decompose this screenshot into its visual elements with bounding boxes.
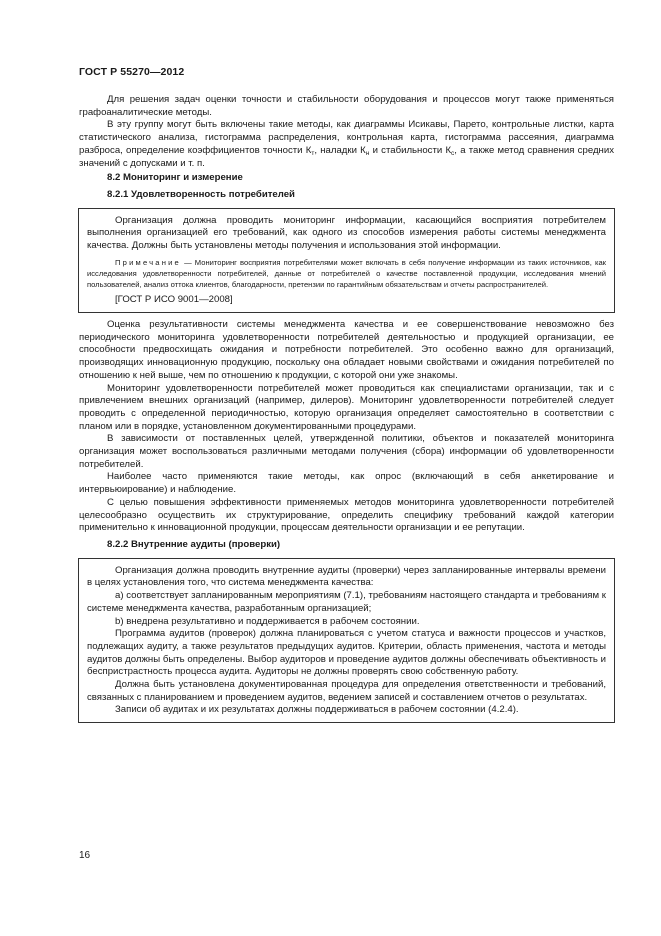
- paragraph: Для решения задач оценки точности и стабильности оборудования и процессов могут также применяться графоаналитические методы.: [79, 94, 614, 118]
- list-item-a: a) соответствует запланированным мероприятиям (7.1), требованиям настоящего стандарта и требованиям к системе менеджмента качества, разработанным организацией;: [87, 590, 606, 614]
- paragraph: Оценка результативности системы менеджмента качества и ее совершенствование невозможно без периодического мониторинга удовлетворенности потребителей деятельностью и продукцией организации, ее способности предвосхищать ожидания и потребности потребителей. Это особенно важно для организаций, производящих инновационную продукцию, поскольку она обладает новыми свойствами и ожидания потребителей по отношению к ней выше, чем по отношению к продукции, с которой они уже знакомы.: [79, 319, 614, 381]
- box-paragraph: Программа аудитов (проверок) должна планироваться с учетом статуса и важности процессов и участков, подлежащих аудиту, а также результатов предыдущих аудитов. Критерии, область применения, частота и методы аудитов должны быть определены. Выбор аудиторов и проведение аудитов должны обеспечивать объективность и беспристрастность процесса аудита. Аудиторы не должны проверять свою собственную работу.: [87, 628, 606, 678]
- note-text: — Мониторинг восприятия потребителями может включать в себя получение информации из таких источников, как исследования удовлетворенности потребителей, данные от потребителей о качестве поставленной продукции, исследования мнений пользователей, анализ оттока клиентов, благодарности, претензии по гарантийным обязательствам и отчеты распространителей.: [87, 257, 606, 290]
- paragraph: С целью повышения эффективности применяемых методов мониторинга удовлетворенности потребителей целесообразно осуществить их структурирование, определить специфику требований каждой категории применительно к инновационной продукции, процессам деятельности организации и ее репутации.: [79, 496, 614, 534]
- quote-box-iso-9001: [78, 208, 615, 313]
- section-heading-8-2-2: 8.2.2 Внутренние аудиты (проверки): [107, 539, 281, 550]
- box-paragraph: Записи об аудитах и их результатах должны поддерживаться в рабочем состоянии (4.2.4).: [115, 704, 519, 716]
- text-span: В эту группу могут быть включены такие методы, как диаграммы Исикавы, Парето, контрольные листки, карта статистического анализа, гистограмма распределения, контрольная карта, гистограмма рассеяния, диаграмма разброса, определение коэффициентов точности К: [79, 119, 614, 156]
- section-heading-8-2: 8.2 Мониторинг и измерение: [107, 172, 243, 184]
- quote-box-internal-audits: [78, 558, 615, 723]
- subscript: т: [311, 149, 315, 157]
- document-header: ГОСТ Р 55270—2012: [79, 66, 185, 78]
- paragraph: Мониторинг удовлетворенности потребителей может проводиться как специалистами организации, так и с привлечением внешних организаций (например, дилеров). Мониторинг удовлетворенности потребителей следует проводить с определенной периодичностью, которую организация определяет самостоятельно в соответствии с планом или в порядке, установленном документированными процедурами.: [79, 382, 614, 432]
- reference: [ГОСТ Р ИСО 9001—2008]: [115, 294, 233, 306]
- box-paragraph: Организация должна проводить внутренние аудиты (проверки) через запланированные интервалы времени в целях установления того, что система менеджмента качества:: [87, 564, 606, 589]
- paragraph-methods: [79, 119, 614, 170]
- subscript: с: [451, 149, 455, 157]
- section-heading-8-2-1: 8.2.1 Удовлетворенность потребителей: [107, 188, 295, 200]
- text-span: , наладки К: [314, 144, 366, 156]
- note: [87, 257, 606, 291]
- text-span: , а также метод сравнения средних значений с допусками и т. п.: [79, 144, 614, 169]
- note-label: Примечание: [115, 257, 181, 267]
- box-paragraph: Должна быть установлена документированная процедура для определения ответственности и требований, связанных с планированием и проведением аудитов, ведением записей и составлением отчетов о результатах.: [87, 679, 606, 703]
- page-number: 16: [79, 850, 91, 861]
- text-span: и стабильности К: [369, 144, 452, 156]
- box-paragraph: Организация должна проводить мониторинг информации, касающийся восприятия потребителем выполнения организацией его требований, как одного из способов измерения работы системы менеджмента качества. Должны быть установлены методы получения и использования этой информации.: [87, 214, 606, 252]
- paragraph: В зависимости от поставленных целей, утвержденной политики, объектов и показателей мониторинга организация может воспользоваться различными методами получения (сбора) информации об удовлетворенности потребителей.: [79, 433, 614, 470]
- list-item-b: b) внедрена результативно и поддерживается в рабочем состоянии.: [115, 615, 420, 627]
- page-content: [79, 94, 614, 729]
- subscript: н: [365, 149, 370, 157]
- paragraph: Наиболее часто применяются такие методы, как опрос (включающий в себя анкетирование и интервьюирование) и наблюдение.: [79, 471, 614, 496]
